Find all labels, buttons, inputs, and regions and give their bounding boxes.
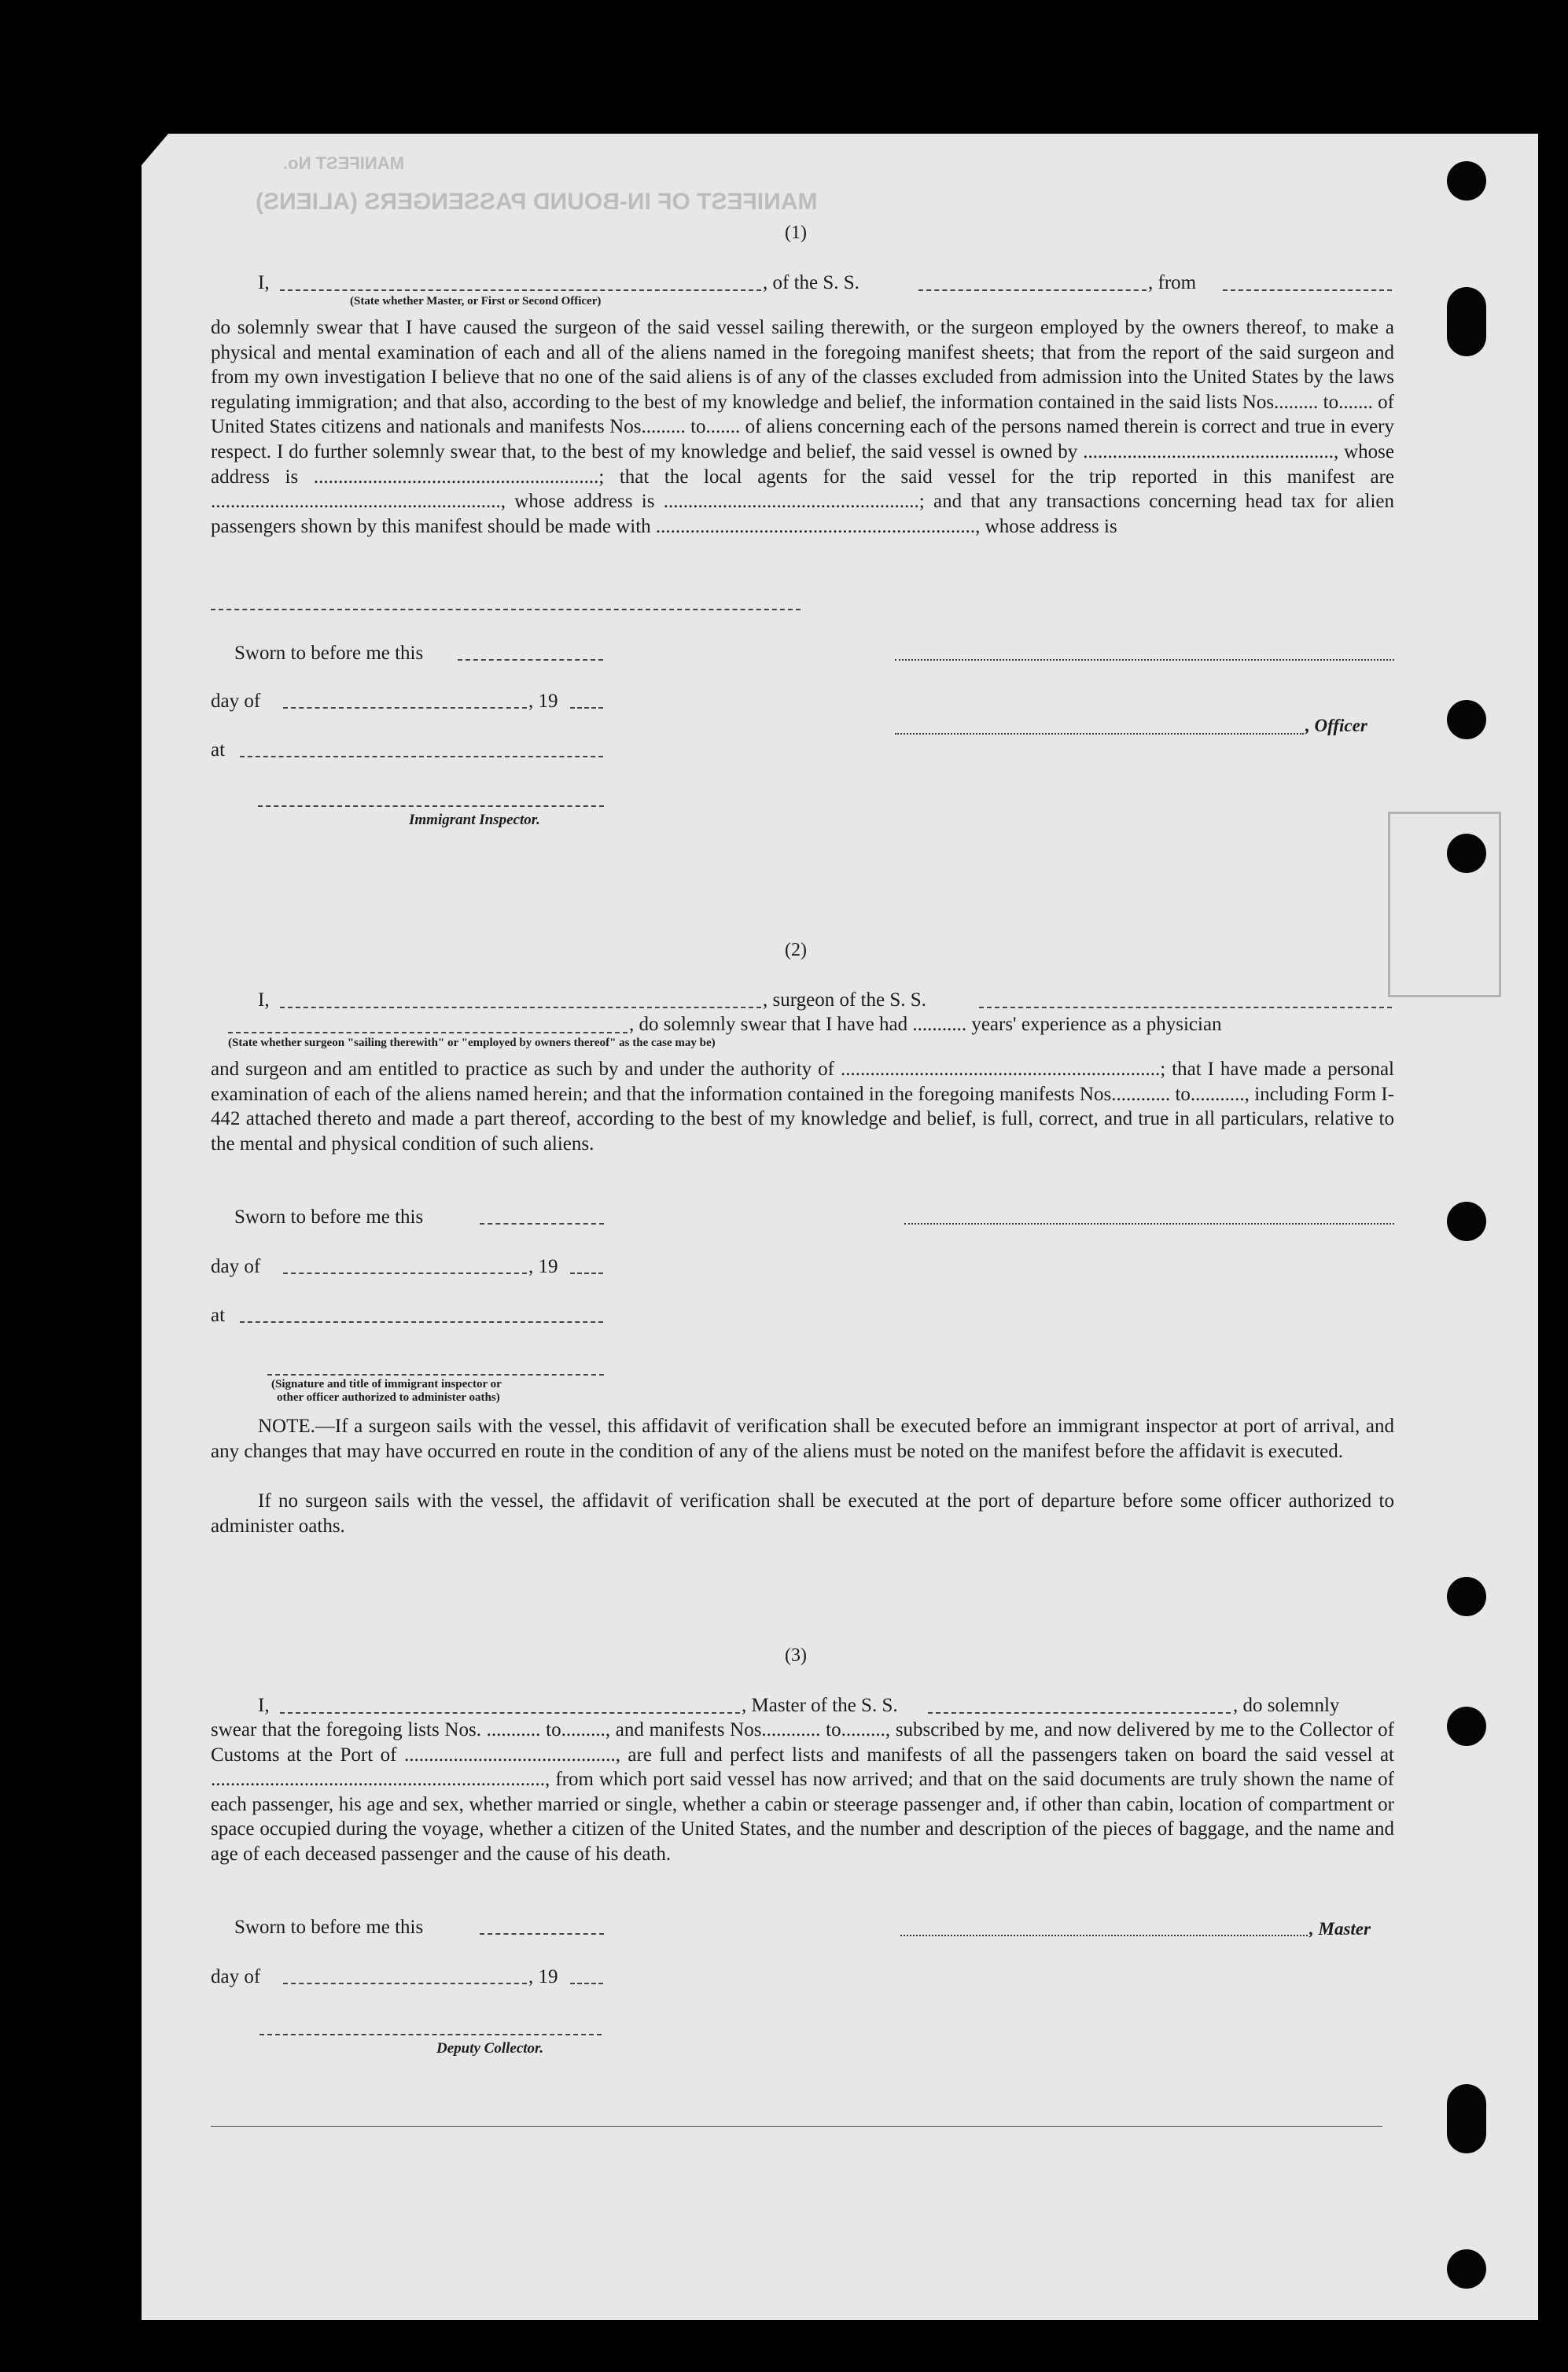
day-label: day of <box>211 691 261 712</box>
year-label: , 19 <box>528 691 558 712</box>
bottom-rule <box>211 2126 1382 2127</box>
vessel-name-blank <box>918 289 1147 291</box>
surgeon-oath-paragraph: and surgeon and am entitled to practice as such by and under the authority of .................................................................; that I have made a personal examination of each of the aliens named herein; and that the information contained in the foregoing manifests Nos............ to..........., including Form I-442 attached thereto and made a part thereof, according to the best of my knowledge and belief, is full, correct, and true in all particulars, relative to the mental and physical condition of such aliens. <box>211 1059 1394 1155</box>
deputy-signature-line <box>259 2034 602 2035</box>
binder-hole <box>1447 2084 1486 2153</box>
master-caption: , Master <box>1309 1919 1371 1939</box>
inspector-signature-line <box>267 1374 604 1376</box>
officer-signature-line <box>895 659 1394 661</box>
master-line-lead: I, <box>258 1695 270 1716</box>
deputy-caption: Deputy Collector. <box>436 2040 544 2057</box>
bleed-through-header: MANIFEST OF IN-BOUND PASSENGERS (ALIENS) <box>256 189 818 215</box>
section-number: (2) <box>785 940 807 960</box>
sworn-label: Sworn to before me this <box>234 1206 424 1228</box>
officer-caption: , Officer <box>1305 716 1367 735</box>
year-blank <box>570 1983 603 1984</box>
surgeon-vessel-blank <box>979 1007 1392 1008</box>
binder-hole <box>1447 1707 1486 1746</box>
sworn-date-blank <box>480 1933 604 1935</box>
inspector-signature-line <box>258 805 604 807</box>
at-place-blank <box>240 756 603 757</box>
officer-rank-caption: (State whether Master, or First or Second Officer) <box>350 295 602 308</box>
inspector-caption: Immigrant Inspector. <box>409 812 540 828</box>
year-blank <box>570 1273 603 1274</box>
binder-hole <box>1447 161 1486 201</box>
sworn-label: Sworn to before me this <box>234 643 424 664</box>
sworn-date-blank <box>480 1223 604 1225</box>
surgeon-status-blank <box>228 1032 628 1033</box>
surgeon-status-caption: (State whether surgeon "sailing therewith" or "employed by owners thereof" as the case may be) <box>228 1037 716 1049</box>
oath-paragraph: do solemnly swear that I have caused the surgeon of the said vessel sailing therewith, or the surgeon employed by the owners thereof, to make a physical and mental examination of each and all of the aliens named in the foregoing manifest sheets; that from the report of the said surgeon and from my own investigation I believe that no one of the said aliens is of any of the classes excluded from admission into the United States by the laws regulating immigration; and that also, according to the best of my knowledge and belief, the information contained in the said lists Nos......... to....... of United States citizens and nationals and manifests Nos......... to....... of aliens concerning each of the persons named therein is correct and true in every respect. I do further solemnly swear that, to the best of my knowledge and belief, the said vessel is owned by ..................................................., whose address is ..........................................................; that the local agents for the said vessel for the trip reported in this manifest are ..........................................................., whose address is ....................................................; and that any transactions concerning head tax for alien passengers shown by this manifest should be made with ................................................................., whose address is <box>211 317 1394 537</box>
surgeon-line-lead: I, <box>258 989 270 1011</box>
master-name-blank <box>280 289 761 291</box>
from-label: , from <box>1148 272 1197 293</box>
master-oath-paragraph: swear that the foregoing lists Nos. ........... to........., and manifests Nos............ to........., subscribed by me, and now delivered by me to the Collector of Customs at the Port of ..........................................., are full and perfect lists and manifests of all the passengers taken on board the said vessel at ...................................................................., from which port said vessel has now arrived; and that on the said documents are truly shown the name of each passenger, his age and sex, whether married or single, whether a cabin or steerage passenger and, if other than cabin, location of compartment or space occupied during the voyage, whether a citizen of the United States, and the number and description of the pieces of baggage, and the name and age of each deceased passenger and the cause of his death. <box>211 1719 1394 1865</box>
from-port-blank <box>1223 289 1392 291</box>
at-place-blank <box>240 1321 603 1323</box>
master-vessel-blank <box>928 1712 1231 1714</box>
master-line-lead: I, <box>258 272 270 293</box>
day-blank <box>283 1273 527 1274</box>
year-label: , 19 <box>528 1966 558 1987</box>
surgeon-name-blank <box>280 1007 761 1008</box>
section-number: (1) <box>785 223 807 243</box>
master-vessel-label: , Master of the S. S. <box>742 1695 898 1716</box>
sworn-date-blank <box>458 659 603 661</box>
binder-hole <box>1447 2249 1486 2289</box>
day-blank <box>283 1983 527 1984</box>
at-label: at <box>211 1305 226 1326</box>
signature-caption: other officer authorized to administer oaths) <box>277 1391 500 1404</box>
officer-line <box>895 733 1304 735</box>
bleed-through-manifest-no: MANIFEST No. <box>283 153 404 173</box>
binder-hole <box>1447 1577 1486 1616</box>
day-label: day of <box>211 1966 261 1987</box>
surgeon-signature-line <box>904 1223 1394 1225</box>
binder-hole <box>1447 287 1486 356</box>
year-label: , 19 <box>528 1256 558 1277</box>
master-signature-line <box>900 1935 1308 1936</box>
day-blank <box>283 707 527 709</box>
solemnly-label: , do solemnly <box>1233 1695 1340 1716</box>
experience-line: , do solemnly swear that I have had ........... years' experience as a physician <box>629 1014 1222 1035</box>
vessel-label: , of the S. S. <box>763 272 859 293</box>
signature-caption: (Signature and title of immigrant inspector or <box>271 1378 502 1390</box>
faded-stamp <box>1388 812 1501 997</box>
section-number: (3) <box>785 1645 807 1666</box>
surgeon-vessel-label: , surgeon of the S. S. <box>763 989 926 1011</box>
sworn-label: Sworn to before me this <box>234 1917 424 1938</box>
binder-hole <box>1447 1202 1486 1241</box>
binder-hole <box>1447 700 1486 739</box>
note-paragraph: NOTE.—If a surgeon sails with the vessel, this affidavit of verification shall be executed before an immigrant inspector at port of arrival, and any changes that may have occurred en route in the condition of any of the aliens must be noted on the manifest before the affidavit is executed. <box>211 1416 1394 1462</box>
year-blank <box>570 707 603 709</box>
note-paragraph-2: If no surgeon sails with the vessel, the affidavit of verification shall be executed at the port of departure before some officer authorized to administer oaths. <box>211 1490 1394 1537</box>
master-name-blank <box>280 1712 740 1714</box>
address-continuation-blank <box>211 609 801 610</box>
at-label: at <box>211 739 226 761</box>
binder-hole <box>1447 834 1486 873</box>
day-label: day of <box>211 1256 261 1277</box>
